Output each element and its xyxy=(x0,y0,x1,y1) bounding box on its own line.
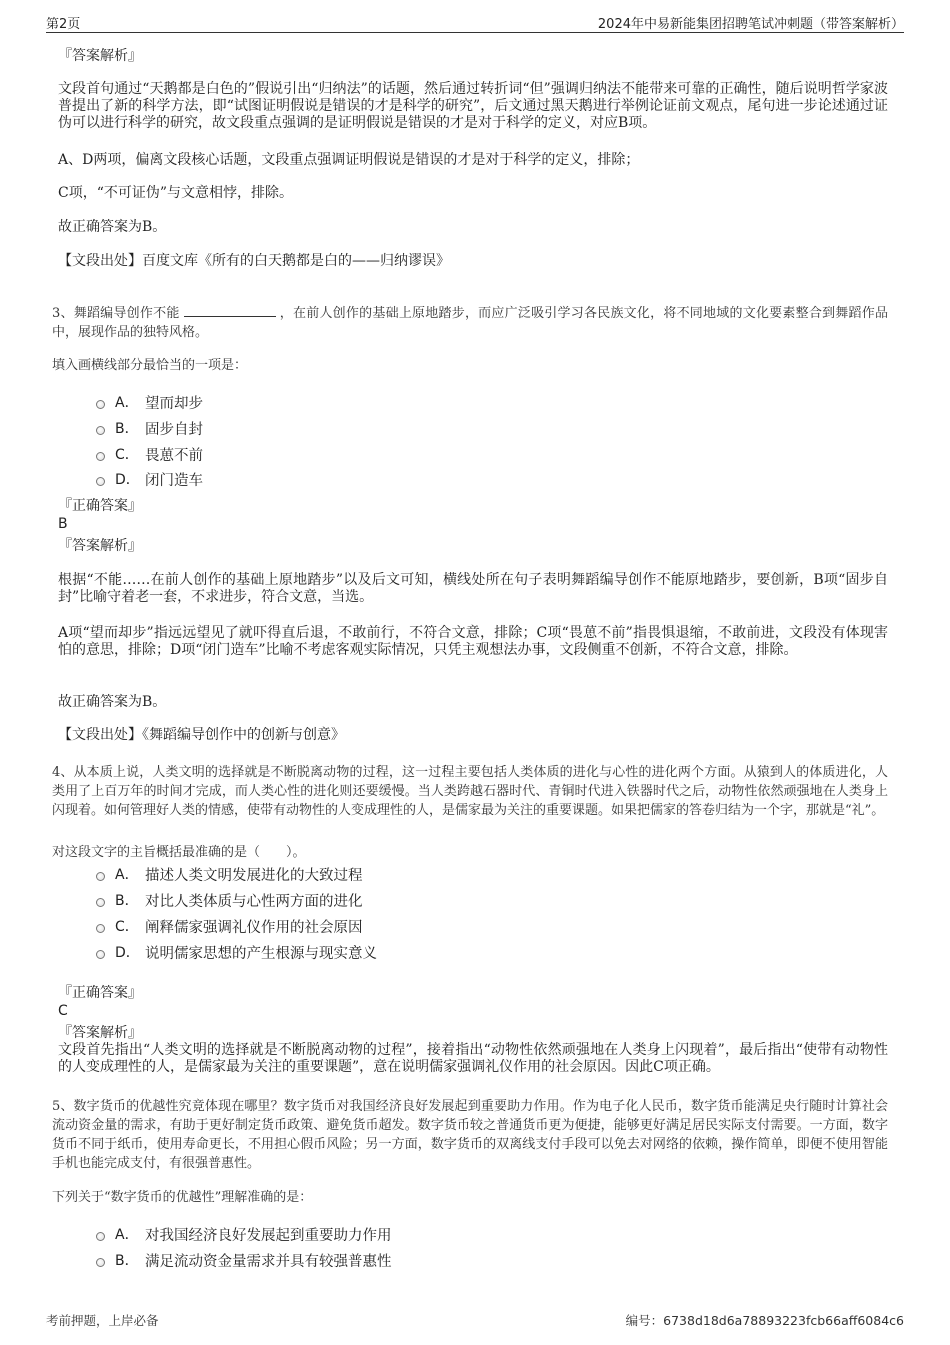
radio-icon[interactable] xyxy=(96,924,105,933)
q3-stem-end: ，在前人创作的基础上原地踏步，而应广泛吸引学习各民族文化，将不同地域的文化要素整合到舞蹈作品中，展现作品的独特风格。 xyxy=(52,306,888,340)
q4-option-c[interactable]: C． 阐释儒家强调礼仪作用的社会原因 xyxy=(96,916,363,936)
q3-correct-label: 『正确答案』 xyxy=(58,498,142,514)
q3-prompt: 填入画横线部分最恰当的一项是： xyxy=(52,358,248,373)
page-number: 第2页 xyxy=(46,17,81,32)
q2-analysis-para-3: C项，“不可证伪”与文意相悖，排除。 xyxy=(58,185,294,201)
q4-stem: 4、从本质上说，人类文明的选择就是不断脱离动物的过程，这一过程主要包括人类体质的进化与心性的进化两个方面。从猿到人的体质进化，人类用了上百万年的时间才完成，而人类心性的进化则还要缓慢。当人类跨越石器时代、青铜时代进入铁器时代之后，动物性依然顽强地在人类身上闪现着。如何管理好人类的情感，使带有动物性的人变成理性的人，是儒家最为关注的重要课题。如果把儒家的答卷归结为一个字，那就是“礼”。 xyxy=(52,765,888,818)
q2-analysis-label: 『答案解析』 xyxy=(58,48,142,64)
page-footer xyxy=(46,1311,904,1327)
document-id: 编号：6738d18d6a78893223fcb66aff6084c6 xyxy=(625,1313,904,1328)
q4-option-a[interactable]: A． 描述人类文明发展进化的大致过程 xyxy=(96,864,363,884)
q4-correct-label: 『正确答案』 xyxy=(58,985,142,1001)
q2-analysis-para-2: A、D两项，偏离文段核心话题，文段重点强调证明假说是错误的才是对于科学的定义，排除； xyxy=(58,152,640,168)
radio-icon[interactable] xyxy=(96,452,105,461)
q5-prompt: 下列关于“数字货币的优越性”理解准确的是： xyxy=(52,1190,313,1205)
q3-correct-answer: B xyxy=(58,516,68,532)
radio-icon[interactable] xyxy=(96,1232,105,1241)
q3-analysis-label: 『答案解析』 xyxy=(58,538,142,554)
q2-analysis-para-1: 文段首句通过“天鹅都是白色的”假说引出“归纳法”的话题，然后通过转折词“但”强调归纳法不能带来可靠的正确性，随后说明哲学家波普提出了新的科学方法，即“试图证明假说是错误的才是科学的研究”，后文通过黑天鹅进行举例论证前文观点，尾句进一步论述通过证伪可以进行科学的研究，故文段重点强调的是证明假说是错误的才是对于科学的定义，对应B项。 xyxy=(58,81,888,131)
q3-source: 【文段出处】《舞蹈编导创作中的创新与创意》 xyxy=(58,727,345,743)
q3-option-a[interactable]: A． 望而却步 xyxy=(96,392,203,412)
radio-icon[interactable] xyxy=(96,400,105,409)
q5-option-b[interactable]: B． 满足流动资金量需求并具有较强普惠性 xyxy=(96,1250,392,1270)
page-header xyxy=(46,12,904,33)
q3-stem xyxy=(52,304,888,342)
q3-analysis-para-2: A项“望而却步”指远远望见了就吓得直后退，不敢前行，不符合文意，排除；C项“畏葸不前”指畏惧退缩，不敢前进，文段没有体现害怕的意思，排除；D项“闭门造车”比喻不考虑客观实际情况，只凭主观想法办事，文段侧重不创新，不符合文意，排除。 xyxy=(58,625,888,658)
q4-prompt: 对这段文字的主旨概括最准确的是（ ）。 xyxy=(52,845,306,860)
q2-analysis-para-4: 故正确答案为B。 xyxy=(58,219,167,235)
q3-option-c[interactable]: C． 畏葸不前 xyxy=(96,444,203,464)
radio-icon[interactable] xyxy=(96,426,105,435)
q3-option-d[interactable]: D． 闭门造车 xyxy=(96,469,203,489)
q4-option-d[interactable]: D． 说明儒家思想的产生根源与现实意义 xyxy=(96,942,377,962)
document-title: 2024年中易新能集团招聘笔试冲刺题（带答案解析） xyxy=(597,17,904,32)
q3-analysis-para-3: 故正确答案为B。 xyxy=(58,694,167,710)
q5-option-a[interactable]: A． 对我国经济良好发展起到重要助力作用 xyxy=(96,1224,392,1244)
radio-icon[interactable] xyxy=(96,1258,105,1267)
q2-source: 【文段出处】百度文库《所有的白天鹅都是白的——归纳谬误》 xyxy=(58,253,450,269)
q3-blank xyxy=(184,304,276,317)
radio-icon[interactable] xyxy=(96,950,105,959)
radio-icon[interactable] xyxy=(96,898,105,907)
radio-icon[interactable] xyxy=(96,872,105,881)
q3-stem-start: 3、舞蹈编导创作不能 xyxy=(52,306,180,321)
q5-stem: 5、数字货币的优越性究竟体现在哪里？数字货币对我国经济良好发展起到重要助力作用。作为电子化人民币，数字货币能满足央行随时计算社会流动资金量的需求，有助于更好制定货币政策、避免货币超发。数字货币较之普通货币更为便捷，能够更好满足居民实际支付需要。一方面，数字货币不同于纸币，使用寿命更长，不用担心假币风险；另一方面，数字货币的双离线支付手段可以免去对网络的依赖，操作简单，即便不使用智能手机也能完成支付，有很强普惠性。 xyxy=(52,1099,888,1171)
q4-analysis-label: 『答案解析』 xyxy=(58,1025,142,1041)
q4-correct-answer: C xyxy=(58,1003,68,1019)
q4-analysis: 文段首先指出“人类文明的选择就是不断脱离动物的过程”，接着指出“动物性依然顽强地在人类身上闪现着”，最后指出“使带有动物性的人变成理性的人，是儒家最为关注的重要课题”，意在说明儒家强调礼仪作用的社会原因。因此C项正确。 xyxy=(58,1042,888,1075)
footer-slogan: 考前押题，上岸必备 xyxy=(46,1313,159,1328)
q3-analysis-para-1: 根据“不能……在前人创作的基础上原地踏步”以及后文可知，横线处所在句子表明舞蹈编导创作不能原地踏步，要创新，B项“固步自封”比喻守着老一套，不求进步，符合文意，当选。 xyxy=(58,572,888,605)
radio-icon[interactable] xyxy=(96,477,105,486)
q4-option-b[interactable]: B． 对比人类体质与心性两方面的进化 xyxy=(96,890,363,910)
q3-option-b[interactable]: B． 固步自封 xyxy=(96,418,203,438)
